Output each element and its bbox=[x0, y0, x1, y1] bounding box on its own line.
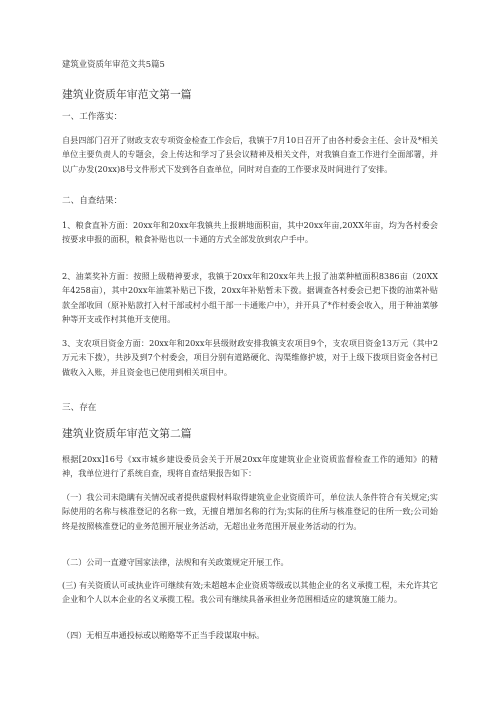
paragraph-item-3: (三) 有关资质认可或执业许可继续有效;未超越本企业资质等级或以其他企业的名义承揽工程，未允许其它企业和个人以本企业的名义承揽工程。我公司有继续具备承担业务范围相适应的建筑施工能力。 bbox=[62, 580, 438, 605]
article-1-heading: 建筑业资质年审范文第一篇 bbox=[62, 88, 192, 101]
document-title: 建筑业资质年审范文共5篇5 bbox=[62, 59, 165, 69]
paragraph-work-implementation: 自县四部门召开了财政支农专项资金检查工作会后，我镇于7月10日召开了由各村委会主任、会计及*相关单位主要负责人的专题会，会上传达和学习了县会议精神及相关文件，对我镇自查工作进行全面部署，并以广办发(20xx)8号文件形式下发到各自查单位，同时对自查的工作要求及时间进行了安排。 bbox=[62, 135, 438, 174]
paragraph-rapeseed-subsidy: 2、油菜奖补方面：按照上级精神要求，我镇于20xx年和20xx年共上报了油菜种植面积8386亩（20XX年4258亩），其中20xx年油菜补贴已下拨，20xx年补贴暂未下拨。据调查各村委会已把下拨的油菜补贴款全部收回（原补贴款打入村干部或村小组干部一卡通账户中），并开具了*作村委会收入，用于种油菜够种等开支或作村其他开支使用。 bbox=[62, 271, 438, 325]
paragraph-agri-project-funds: 3、支农项目资金方面：20xx年和20xx年县级财政安排我镇支农项目9个，支农项目资金13万元（其中2万元未下拨），共涉及到7个村委会，项目分别有道路硬化、沟渠维修护坡，对于上级下拨项目资金各村已做收入入账，并且资金也已使用到相关项目中。 bbox=[62, 338, 438, 377]
section-work-implementation: 一、工作落实： bbox=[62, 112, 123, 122]
section-self-check-results: 二、自查结果： bbox=[62, 196, 123, 206]
paragraph-notice-basis: 根据[20xx]16号《xx市城乡建设委员会关于开展20xx年度建筑业企业资质监督检查工作的通知》的精神，我单位进行了系统自查，现将自查结果报告如下： bbox=[62, 454, 438, 479]
section-existing: 三、存在 bbox=[62, 403, 97, 413]
paragraph-item-4: （四）无相互串通投标或以贿赂等不正当手段谋取中标。 bbox=[62, 630, 265, 640]
paragraph-grain-subsidy: 1、粮食直补方面：20xx年和20xx年我镇共上报耕地面积亩，其中20xx年亩,20XX年亩，均为各村委会按要求申报的面积，粮食补贴也以一卡通的方式全部发放到农户手中。 bbox=[62, 220, 438, 245]
paragraph-item-2: （二）公司一直遵守国家法律，法规和有关政策规定开展工作。 bbox=[62, 557, 289, 567]
article-2-heading: 建筑业资质年审范文第二篇 bbox=[62, 427, 192, 440]
paragraph-item-1: （一）我公司未隐瞒有关情况或者提供虚假材料取得建筑业企业资质许可，单位法人条件符合有关规定;实际使用的名称与核准登记的名称一致，无擅自增加名称的行为;实际的住所与核准登记的住所一致;公司始终是按照核准登记的业务范围开展业务活动，无超出业务范围开展业务活动的行为。 bbox=[62, 492, 438, 531]
